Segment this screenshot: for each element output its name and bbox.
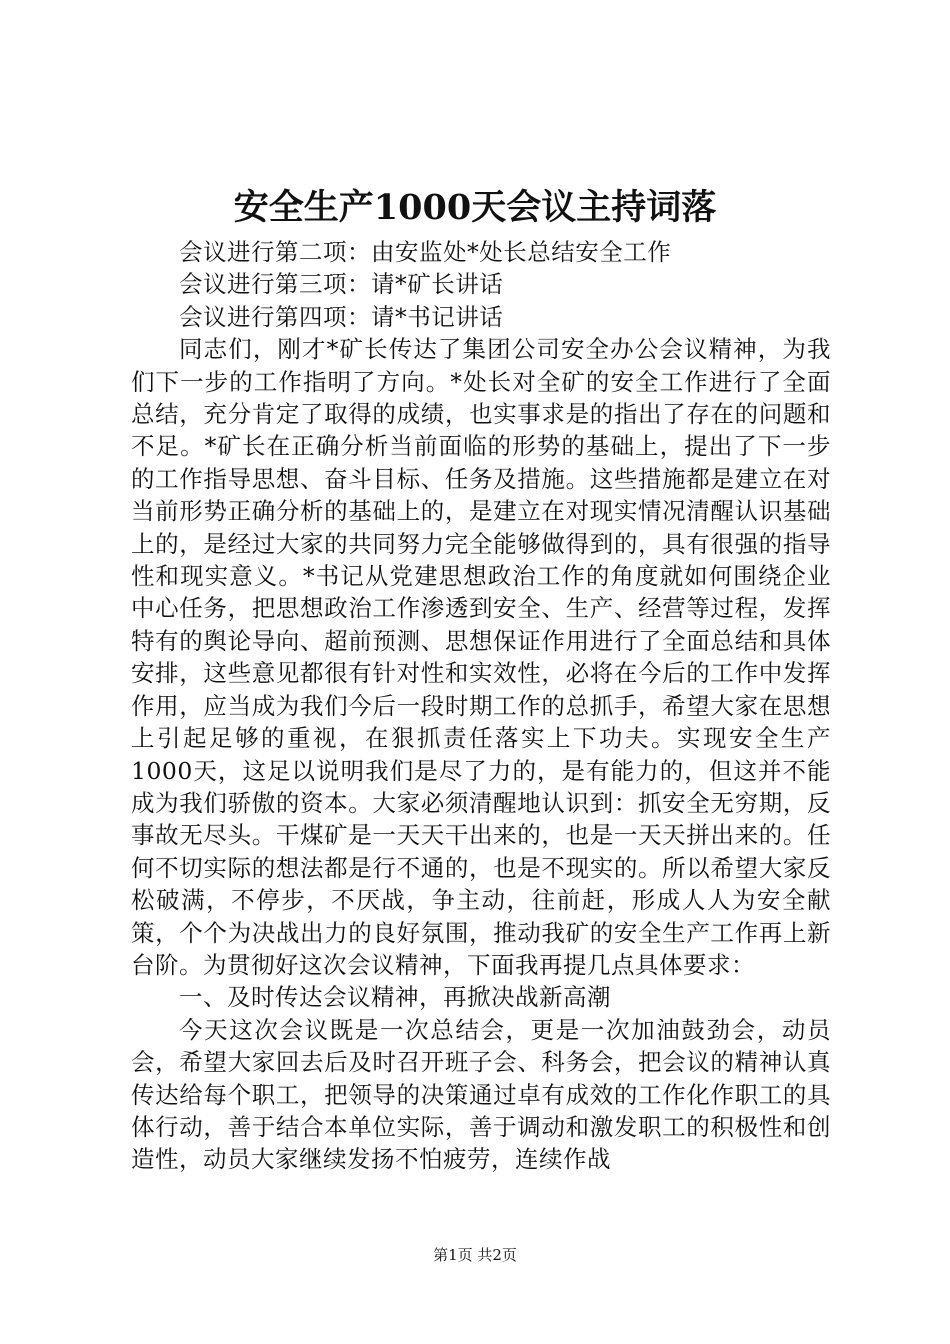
section-heading-1: 一、及时传达会议精神，再掀决战新高潮 <box>179 983 611 1012</box>
document-body <box>131 236 831 1176</box>
agenda-item-4: 会议进行第四项：请*书记讲话 <box>179 302 504 331</box>
document-title: 安全生产1000天会议主持词落 <box>233 187 717 228</box>
page-number-footer: 第1页 共2页 <box>433 1246 517 1264</box>
section-paragraph-1: 今天这次会议既是一次总结会，更是一次加油鼓劲会，动员会，希望大家回去后及时召开班子会、科务会，把会议的精神认真传达给每个职工，把领导的决策通过卓有成效的工作化作职工的具体行动，善于结合本单位实际，善于调动和激发职工的积极性和创造性，动员大家继续发扬不怕疲劳，连续作战 <box>131 1015 831 1174</box>
agenda-item-3: 会议进行第三项：请*矿长讲话 <box>179 270 504 299</box>
agenda-item-2: 会议进行第二项：由安监处*处长总结安全工作 <box>179 238 672 266</box>
speech-paragraph: 同志们，刚才*矿长传达了集团公司安全办公会议精神，为我们下一步的工作指明了方向。*处长对全矿的安全工作进行了全面总结，充分肯定了取得的成绩，也实事求是的指出了存在的问题和不足。*矿长在正确分析当前面临的形势的基础上，提出了下一步的工作指导思想、奋斗目标、任务及措施。这些措施都是建立在对当前形势正确分析的基础上的，是建立在对现实情况清醒认识基础上的，是经过大家的共同努力完全能够做得到的，具有很强的指导性和现实意义。*书记从党建思想政治工作的角度就如何围绕企业中心任务，把思想政治工作渗透到安全、生产、经营等过程，发挥特有的舆论导向、超前预测、思想保证作用进行了全面总结和具体安排，这些意见都很有针对性和实效性，必将在今后的工作中发挥作用，应当成为我们今后一段时期工作的总抓手，希望大家在思想上引起足够的重视，在狠抓责任落实上下功夫。实现安全生产1000天，这足以说明我们是尽了力的，是有能力的，但这并不能成为我们骄傲的资本。大家必须清醒地认识到：抓安全无穷期，反事故无尽头。干煤矿是一天天干出来的，也是一天天拼出来的。任何不切实际的想法都是行不通的，也是不现实的。所以希望大家反松破满，不停步，不厌战，争主动，往前赶，形成人人为安全献策，个个为决战出力的良好氛围，推动我矿的安全生产工作再上新台阶。为贯彻好这次会议精神，下面我再提几点具体要求： <box>131 335 831 979</box>
